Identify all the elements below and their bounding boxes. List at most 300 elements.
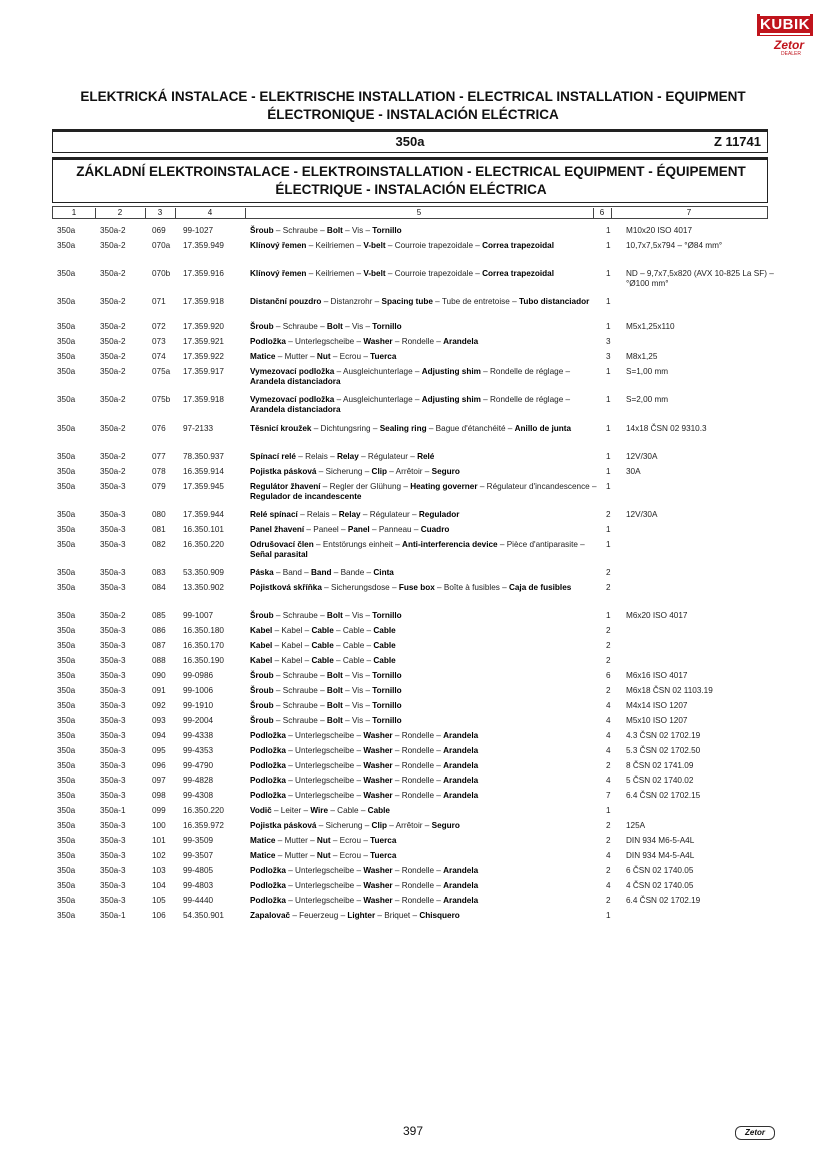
cell-ref: 350a bbox=[57, 269, 76, 278]
cell-description-translations: – Leiter – Wire – Cable – Cable bbox=[271, 806, 390, 815]
cell-ref: 350a bbox=[57, 716, 76, 725]
cell-ref: 350a bbox=[57, 241, 76, 250]
cell-figure: 350a-2 bbox=[100, 241, 126, 250]
cell-note: M6x20 ISO 4017 bbox=[626, 611, 688, 620]
cell-part-number: 99-3509 bbox=[183, 836, 214, 845]
cell-description bbox=[250, 716, 602, 726]
cell-figure: 350a-3 bbox=[100, 836, 126, 845]
cell-part-number: 17.359.916 bbox=[183, 269, 224, 278]
cell-description-translations: – Keilriemen – V-belt – Courroie trapezoidale – Correa trapezoidal bbox=[306, 241, 554, 250]
cell-ref: 350a bbox=[57, 641, 76, 650]
cell-ref: 350a bbox=[57, 731, 76, 740]
cell-description-main: Šroub bbox=[250, 671, 274, 680]
cell-figure: 350a-2 bbox=[100, 452, 126, 461]
cell-description-translations: – Unterlegscheibe – Washer – Rondelle – Arandela bbox=[285, 776, 479, 785]
cell-quantity: 2 bbox=[606, 656, 611, 665]
cell-figure: 350a-3 bbox=[100, 716, 126, 725]
cell-position: 076 bbox=[152, 424, 166, 433]
cell-part-number: 16.359.914 bbox=[183, 467, 224, 476]
cell-quantity: 1 bbox=[606, 226, 611, 235]
section-number: 350a bbox=[395, 134, 425, 149]
cell-description bbox=[250, 322, 602, 332]
cell-description bbox=[250, 395, 602, 415]
cell-description-translations: – Relais – Relay – Régulateur – Regulador bbox=[297, 510, 460, 519]
cell-part-number: 99-4338 bbox=[183, 731, 214, 740]
cell-part-number: 17.359.917 bbox=[183, 367, 224, 376]
cell-description-main: Šroub bbox=[250, 226, 274, 235]
cell-description-translations: – Unterlegscheibe – Washer – Rondelle – Arandela bbox=[285, 866, 479, 875]
cell-position: 075b bbox=[152, 395, 171, 404]
cell-ref: 350a bbox=[57, 583, 76, 592]
cell-description-translations: – Entstörungs einheit – Anti-interferencia device – Pièce d'antiparasite – Señal parasital bbox=[250, 540, 585, 559]
group-title-line1: ZÁKLADNÍ ELEKTROINSTALACE - ELEKTROINSTALLATION - ELECTRICAL EQUIPMENT - ÉQUIPEMENT bbox=[76, 164, 746, 179]
cell-part-number: 99-4353 bbox=[183, 746, 214, 755]
cell-figure: 350a-3 bbox=[100, 821, 126, 830]
cell-quantity: 2 bbox=[606, 568, 611, 577]
cell-ref: 350a bbox=[57, 746, 76, 755]
cell-description-main: Podložka bbox=[250, 761, 286, 770]
cell-description bbox=[250, 241, 602, 251]
cell-description-main: Odrušovací člen bbox=[250, 540, 314, 549]
cell-position: 070a bbox=[152, 241, 171, 250]
cell-description-translations: – Ausgleichunterlage – Adjusting shim – Rondelle de réglage – Arandela distanciadora bbox=[250, 395, 571, 414]
cell-description-main: Těsnicí kroužek bbox=[250, 424, 312, 433]
cell-quantity: 2 bbox=[606, 641, 611, 650]
cell-part-number: 99-1006 bbox=[183, 686, 214, 695]
cell-description-translations: – Unterlegscheibe – Washer – Rondelle – Arandela bbox=[285, 791, 479, 800]
cell-figure: 350a-3 bbox=[100, 641, 126, 650]
cell-quantity: 1 bbox=[606, 540, 611, 549]
cell-ref: 350a bbox=[57, 761, 76, 770]
cell-description-translations: – Dichtungsring – Sealing ring – Bague d'étanchéité – Anillo de junta bbox=[311, 424, 572, 433]
cell-ref: 350a bbox=[57, 626, 76, 635]
cell-description bbox=[250, 686, 602, 696]
cell-ref: 350a bbox=[57, 776, 76, 785]
cell-quantity: 2 bbox=[606, 836, 611, 845]
cell-part-number: 54.350.901 bbox=[183, 911, 224, 920]
cell-quantity: 7 bbox=[606, 791, 611, 800]
cell-figure: 350a-3 bbox=[100, 626, 126, 635]
cell-position: 069 bbox=[152, 226, 166, 235]
cell-part-number: 16.350.220 bbox=[183, 806, 224, 815]
cell-quantity: 1 bbox=[606, 611, 611, 620]
cell-ref: 350a bbox=[57, 896, 76, 905]
cell-description bbox=[250, 836, 602, 846]
cell-ref: 350a bbox=[57, 395, 76, 404]
cell-note: M8x1,25 bbox=[626, 352, 658, 361]
cell-position: 094 bbox=[152, 731, 166, 740]
cell-figure: 350a-2 bbox=[100, 367, 126, 376]
cell-description bbox=[250, 866, 602, 876]
cell-figure: 350a-3 bbox=[100, 525, 126, 534]
cell-figure: 350a-2 bbox=[100, 424, 126, 433]
cell-figure: 350a-3 bbox=[100, 731, 126, 740]
cell-ref: 350a bbox=[57, 686, 76, 695]
cell-position: 082 bbox=[152, 540, 166, 549]
cell-description-main: Kabel bbox=[250, 626, 273, 635]
cell-part-number: 78.350.937 bbox=[183, 452, 224, 461]
cell-note: M6x16 ISO 4017 bbox=[626, 671, 688, 680]
cell-position: 099 bbox=[152, 806, 166, 815]
cell-part-number: 99-2004 bbox=[183, 716, 214, 725]
cell-ref: 350a bbox=[57, 851, 76, 860]
cell-ref: 350a bbox=[57, 540, 76, 549]
cell-description-main: Podložka bbox=[250, 881, 286, 890]
cell-quantity: 1 bbox=[606, 911, 611, 920]
cell-description-translations: – Paneel – Panel – Panneau – Cuadro bbox=[304, 525, 450, 534]
cell-quantity: 2 bbox=[606, 866, 611, 875]
cell-ref: 350a bbox=[57, 482, 76, 491]
cell-description-main: Pojistka pásková bbox=[250, 467, 317, 476]
cell-description-translations: – Schraube – Bolt – Vis – Tornillo bbox=[273, 701, 402, 710]
cell-position: 092 bbox=[152, 701, 166, 710]
cell-part-number: 17.359.918 bbox=[183, 395, 224, 404]
cell-figure: 350a-2 bbox=[100, 611, 126, 620]
cell-description bbox=[250, 452, 602, 462]
cell-description-main: Kabel bbox=[250, 656, 273, 665]
cell-description-translations: – Schraube – Bolt – Vis – Tornillo bbox=[273, 671, 402, 680]
cell-part-number: 17.359.921 bbox=[183, 337, 224, 346]
cell-figure: 350a-2 bbox=[100, 352, 126, 361]
cell-position: 077 bbox=[152, 452, 166, 461]
cell-note: S=2,00 mm bbox=[626, 395, 669, 404]
cell-position: 096 bbox=[152, 761, 166, 770]
cell-description-main: Podložka bbox=[250, 337, 286, 346]
cell-part-number: 17.359.944 bbox=[183, 510, 224, 519]
cell-position: 085 bbox=[152, 611, 166, 620]
cell-part-number: 99-4805 bbox=[183, 866, 214, 875]
cell-figure: 350a-3 bbox=[100, 510, 126, 519]
cell-note: 125A bbox=[626, 821, 646, 830]
cell-description bbox=[250, 911, 602, 921]
cell-ref: 350a bbox=[57, 352, 76, 361]
cell-description-main: Šroub bbox=[250, 716, 274, 725]
cell-part-number: 16.350.190 bbox=[183, 656, 224, 665]
cell-description-main: Matice bbox=[250, 836, 276, 845]
cell-description bbox=[250, 701, 602, 711]
cell-position: 097 bbox=[152, 776, 166, 785]
cell-description-translations: – Schraube – Bolt – Vis – Tornillo bbox=[273, 686, 402, 695]
cell-figure: 350a-3 bbox=[100, 791, 126, 800]
cell-description-translations: – Schraube – Bolt – Vis – Tornillo bbox=[273, 226, 402, 235]
cell-note: M4x14 ISO 1207 bbox=[626, 701, 688, 710]
cell-description-main: Matice bbox=[250, 851, 276, 860]
cell-figure: 350a-2 bbox=[100, 337, 126, 346]
cell-part-number: 53.350.909 bbox=[183, 568, 224, 577]
cell-quantity: 2 bbox=[606, 686, 611, 695]
cell-part-number: 99-4803 bbox=[183, 881, 214, 890]
group-title-line2: ÉLECTRIQUE - INSTALACIÓN ELÉCTRICA bbox=[275, 182, 547, 197]
cell-ref: 350a bbox=[57, 452, 76, 461]
cell-figure: 350a-2 bbox=[100, 395, 126, 404]
cell-ref: 350a bbox=[57, 656, 76, 665]
cell-description bbox=[250, 791, 602, 801]
cell-quantity: 1 bbox=[606, 367, 611, 376]
cell-description bbox=[250, 467, 602, 477]
cell-quantity: 3 bbox=[606, 337, 611, 346]
cell-quantity: 4 bbox=[606, 701, 611, 710]
cell-figure: 350a-2 bbox=[100, 297, 126, 306]
col-header-1: 1 bbox=[53, 208, 96, 219]
cell-figure: 350a-3 bbox=[100, 568, 126, 577]
cell-part-number: 17.359.918 bbox=[183, 297, 224, 306]
cell-description bbox=[250, 583, 602, 593]
cell-description-main: Klínový řemen bbox=[250, 269, 307, 278]
cell-figure: 350a-2 bbox=[100, 322, 126, 331]
cell-note: 4.3 ČSN 02 1702.19 bbox=[626, 731, 701, 740]
cell-note: S=1,00 mm bbox=[626, 367, 669, 376]
cell-quantity: 2 bbox=[606, 510, 611, 519]
cell-part-number: 99-1007 bbox=[183, 611, 214, 620]
cell-description-main: Distanční pouzdro bbox=[250, 297, 322, 306]
page-title-line1: ELEKTRICKÁ INSTALACE - ELEKTRISCHE INSTALLATION - ELECTRICAL INSTALLATION - EQUIPMENT bbox=[80, 89, 746, 104]
cell-part-number: 17.359.922 bbox=[183, 352, 224, 361]
cell-position: 074 bbox=[152, 352, 166, 361]
cell-note: 6.4 ČSN 02 1702.19 bbox=[626, 896, 701, 905]
cell-description-translations: – Mutter – Nut – Ecrou – Tuerca bbox=[275, 352, 397, 361]
cell-description-translations: – Unterlegscheibe – Washer – Rondelle – Arandela bbox=[285, 731, 479, 740]
cell-description bbox=[250, 776, 602, 786]
cell-position: 084 bbox=[152, 583, 166, 592]
cell-description-translations: – Schraube – Bolt – Vis – Tornillo bbox=[273, 611, 402, 620]
cell-position: 105 bbox=[152, 896, 166, 905]
cell-quantity: 2 bbox=[606, 761, 611, 770]
cell-description bbox=[250, 525, 602, 535]
cell-position: 071 bbox=[152, 297, 166, 306]
cell-description-main: Šroub bbox=[250, 611, 274, 620]
cell-part-number: 16.350.101 bbox=[183, 525, 224, 534]
cell-description-main: Podložka bbox=[250, 791, 286, 800]
cell-note: 6.4 ČSN 02 1702.15 bbox=[626, 791, 701, 800]
cell-figure: 350a-3 bbox=[100, 776, 126, 785]
cell-description-translations: – Unterlegscheibe – Washer – Rondelle – Arandela bbox=[285, 746, 479, 755]
cell-description-translations: – Regler der Glühung – Heating governer – Régulateur d'incandescence – Regulador de incandescente bbox=[250, 482, 597, 501]
cell-quantity: 1 bbox=[606, 452, 611, 461]
cell-description-main: Šroub bbox=[250, 686, 274, 695]
col-header-6: 6 bbox=[593, 208, 612, 219]
cell-figure: 350a-1 bbox=[100, 911, 126, 920]
logo-sub: Zetor bbox=[774, 38, 804, 52]
cell-figure: 350a-3 bbox=[100, 583, 126, 592]
cell-description bbox=[250, 297, 602, 307]
col-header-5: 5 bbox=[245, 208, 594, 219]
cell-quantity: 1 bbox=[606, 482, 611, 491]
cell-quantity: 4 bbox=[606, 776, 611, 785]
cell-position: 070b bbox=[152, 269, 171, 278]
cell-figure: 350a-3 bbox=[100, 881, 126, 890]
cell-note: M6x18 ČSN 02 1103.19 bbox=[626, 686, 713, 695]
cell-description-main: Vodič bbox=[250, 806, 272, 815]
cell-quantity: 4 bbox=[606, 851, 611, 860]
group-box bbox=[52, 157, 768, 203]
cell-position: 093 bbox=[152, 716, 166, 725]
cell-description bbox=[250, 641, 602, 651]
cell-description bbox=[250, 821, 602, 831]
cell-description bbox=[250, 510, 602, 520]
cell-description bbox=[250, 424, 602, 434]
cell-quantity: 2 bbox=[606, 583, 611, 592]
cell-position: 101 bbox=[152, 836, 166, 845]
page-title bbox=[40, 88, 786, 124]
cell-part-number: 99-4440 bbox=[183, 896, 214, 905]
cell-description bbox=[250, 761, 602, 771]
cell-description bbox=[250, 367, 602, 387]
cell-description-main: Spínací relé bbox=[250, 452, 296, 461]
cell-part-number: 16.359.972 bbox=[183, 821, 224, 830]
cell-ref: 350a bbox=[57, 611, 76, 620]
cell-note: M10x20 ISO 4017 bbox=[626, 226, 692, 235]
cell-position: 088 bbox=[152, 656, 166, 665]
cell-ref: 350a bbox=[57, 510, 76, 519]
cell-position: 090 bbox=[152, 671, 166, 680]
cell-quantity: 4 bbox=[606, 716, 611, 725]
cell-description-main: Vymezovací podložka bbox=[250, 395, 335, 404]
cell-note: 12V/30A bbox=[626, 510, 658, 519]
cell-note: 30A bbox=[626, 467, 641, 476]
cell-position: 080 bbox=[152, 510, 166, 519]
cell-description bbox=[250, 226, 602, 236]
cell-description-translations: – Unterlegscheibe – Washer – Rondelle – Arandela bbox=[285, 761, 479, 770]
cell-description-translations: – Mutter – Nut – Ecrou – Tuerca bbox=[275, 836, 397, 845]
cell-description bbox=[250, 851, 602, 861]
cell-ref: 350a bbox=[57, 881, 76, 890]
logo-dealer: DEALER bbox=[781, 51, 802, 57]
cell-description bbox=[250, 269, 602, 279]
cell-ref: 350a bbox=[57, 866, 76, 875]
cell-quantity: 1 bbox=[606, 525, 611, 534]
cell-position: 106 bbox=[152, 911, 166, 920]
cell-note: ND – 9,7x7,5x820 (AVX 10-825 La SF) – °Ø100 mm° bbox=[626, 269, 774, 288]
cell-description bbox=[250, 540, 602, 560]
cell-description-main: Podložka bbox=[250, 896, 286, 905]
cell-description bbox=[250, 568, 602, 578]
cell-description-translations: – Feuerzeug – Lighter – Briquet – Chisquero bbox=[290, 911, 460, 920]
cell-figure: 350a-3 bbox=[100, 896, 126, 905]
cell-ref: 350a bbox=[57, 525, 76, 534]
section-code: Z 11741 bbox=[714, 134, 761, 149]
cell-description-main: Podložka bbox=[250, 731, 286, 740]
cell-description-translations: – Kabel – Cable – Cable – Cable bbox=[272, 656, 396, 665]
cell-quantity: 2 bbox=[606, 896, 611, 905]
cell-figure: 350a-2 bbox=[100, 269, 126, 278]
cell-description bbox=[250, 881, 602, 891]
cell-description-main: Kabel bbox=[250, 641, 273, 650]
cell-position: 098 bbox=[152, 791, 166, 800]
cell-description bbox=[250, 896, 602, 906]
cell-ref: 350a bbox=[57, 701, 76, 710]
cell-part-number: 17.359.945 bbox=[183, 482, 224, 491]
cell-ref: 350a bbox=[57, 337, 76, 346]
cell-position: 103 bbox=[152, 866, 166, 875]
cell-position: 086 bbox=[152, 626, 166, 635]
cell-figure: 350a-2 bbox=[100, 467, 126, 476]
cell-ref: 350a bbox=[57, 911, 76, 920]
cell-description-translations: – Sicherung – Clip – Arrêtoir – Seguro bbox=[316, 821, 460, 830]
cell-description-translations: – Sicherungsdose – Fuse box – Boîte à fusibles – Caja de fusibles bbox=[321, 583, 572, 592]
cell-part-number: 99-4828 bbox=[183, 776, 214, 785]
column-header bbox=[52, 206, 768, 219]
cell-description-translations: – Schraube – Bolt – Vis – Tornillo bbox=[273, 716, 402, 725]
cell-description-translations: – Unterlegscheibe – Washer – Rondelle – Arandela bbox=[285, 881, 479, 890]
cell-ref: 350a bbox=[57, 467, 76, 476]
cell-note: DIN 934 M4-5-A4L bbox=[626, 851, 695, 860]
col-header-4: 4 bbox=[175, 208, 246, 219]
cell-ref: 350a bbox=[57, 836, 76, 845]
cell-figure: 350a-1 bbox=[100, 806, 126, 815]
cell-note: 5.3 ČSN 02 1702.50 bbox=[626, 746, 701, 755]
cell-figure: 350a-2 bbox=[100, 226, 126, 235]
cell-quantity: 1 bbox=[606, 297, 611, 306]
kubik-zetor-logo bbox=[757, 14, 813, 58]
cell-note: M5x10 ISO 1207 bbox=[626, 716, 688, 725]
cell-position: 081 bbox=[152, 525, 166, 534]
cell-quantity: 4 bbox=[606, 881, 611, 890]
cell-description-translations: – Distanzrohr – Spacing tube – Tube de entretoise – Tubo distanciador bbox=[321, 297, 590, 306]
cell-quantity: 6 bbox=[606, 671, 611, 680]
cell-part-number: 99-3507 bbox=[183, 851, 214, 860]
cell-description bbox=[250, 482, 602, 502]
cell-note: 14x18 ČSN 02 9310.3 bbox=[626, 424, 707, 433]
cell-description-translations: – Schraube – Bolt – Vis – Tornillo bbox=[273, 322, 402, 331]
cell-part-number: 16.350.180 bbox=[183, 626, 224, 635]
cell-quantity: 1 bbox=[606, 806, 611, 815]
cell-part-number: 97-2133 bbox=[183, 424, 214, 433]
cell-note: M5x1,25x110 bbox=[626, 322, 675, 331]
cell-part-number: 16.350.170 bbox=[183, 641, 224, 650]
cell-description-translations: – Mutter – Nut – Ecrou – Tuerca bbox=[275, 851, 397, 860]
cell-ref: 350a bbox=[57, 791, 76, 800]
cell-position: 083 bbox=[152, 568, 166, 577]
cell-description-translations: – Band – Band – Bande – Cinta bbox=[273, 568, 394, 577]
cell-description-main: Relé spínací bbox=[250, 510, 298, 519]
cell-figure: 350a-3 bbox=[100, 482, 126, 491]
cell-position: 072 bbox=[152, 322, 166, 331]
cell-figure: 350a-3 bbox=[100, 540, 126, 549]
cell-description-main: Regulátor žhavení bbox=[250, 482, 321, 491]
cell-part-number: 99-4308 bbox=[183, 791, 214, 800]
cell-position: 079 bbox=[152, 482, 166, 491]
section-box bbox=[52, 129, 768, 153]
cell-description-translations: – Relais – Relay – Régulateur – Relé bbox=[295, 452, 435, 461]
cell-position: 073 bbox=[152, 337, 166, 346]
cell-note: 4 ČSN 02 1740.05 bbox=[626, 881, 694, 890]
cell-description bbox=[250, 352, 602, 362]
cell-description-main: Klínový řemen bbox=[250, 241, 307, 250]
cell-figure: 350a-3 bbox=[100, 701, 126, 710]
page-title-line2: ÉLECTRONIQUE - INSTALACIÓN ELÉCTRICA bbox=[267, 107, 559, 122]
cell-position: 104 bbox=[152, 881, 166, 890]
cell-note: 8 ČSN 02 1741.09 bbox=[626, 761, 694, 770]
cell-description-translations: – Kabel – Cable – Cable – Cable bbox=[272, 626, 396, 635]
cell-quantity: 4 bbox=[606, 746, 611, 755]
group-title bbox=[59, 163, 763, 199]
cell-description-main: Matice bbox=[250, 352, 276, 361]
cell-figure: 350a-3 bbox=[100, 656, 126, 665]
cell-figure: 350a-3 bbox=[100, 761, 126, 770]
cell-description-translations: – Unterlegscheibe – Washer – Rondelle – Arandela bbox=[285, 337, 479, 346]
cell-description-translations: – Keilriemen – V-belt – Courroie trapezoidale – Correa trapezoidal bbox=[306, 269, 554, 278]
cell-description-main: Šroub bbox=[250, 701, 274, 710]
cell-ref: 350a bbox=[57, 226, 76, 235]
cell-quantity: 1 bbox=[606, 467, 611, 476]
cell-ref: 350a bbox=[57, 297, 76, 306]
cell-description-main: Šroub bbox=[250, 322, 274, 331]
cell-description bbox=[250, 656, 602, 666]
page-number: 397 bbox=[402, 1124, 424, 1138]
cell-position: 075a bbox=[152, 367, 171, 376]
cell-figure: 350a-3 bbox=[100, 686, 126, 695]
cell-position: 078 bbox=[152, 467, 166, 476]
